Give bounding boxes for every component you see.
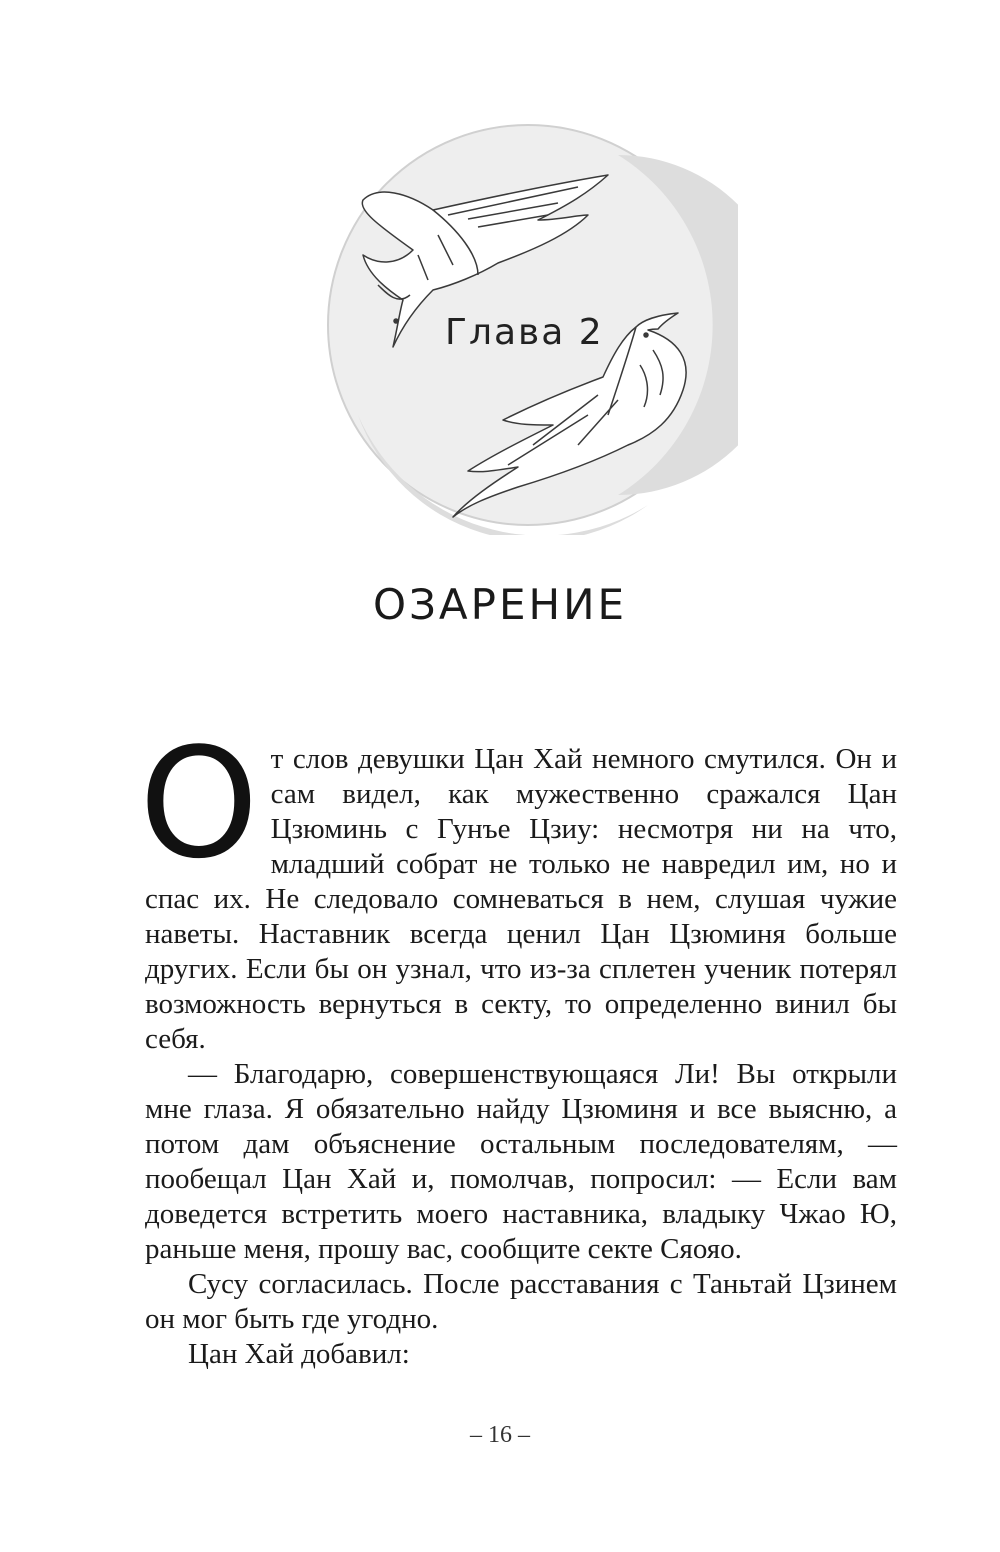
chapter-title: ОЗАРЕНИЕ (372, 580, 628, 629)
paragraph-1 (139, 715, 897, 1057)
page-number: – 16 – (470, 1422, 530, 1448)
chapter-body (139, 715, 897, 1372)
paragraph-text: т слов девушки Цан Хай немного смутился. Он и сам видел, как мужественно сражался Цан Цзюминь с Гунъе Цзиу: несмотря ни на что, младший собрат не только не навредил им, но и спас их. Не следовало сомневаться в нем, слушая чужие наветы. Наставник всегда ценил Цан Цзюминя больше других. Если бы он узнал, что из-за сплетен ученик потерял возможность вернуться в секту, то определенно винил бы себя. (145, 743, 897, 1055)
drop-cap: О (139, 715, 259, 892)
chapter-number: Глава 2 (445, 312, 604, 353)
paragraph-4: Цан Хай добавил: (188, 1338, 410, 1370)
paragraph-3: Сусу согласилась. После расставания с Таньтай Цзинем он мог быть где угодно. (145, 1268, 897, 1335)
paragraph-2: — Благодарю, совершенствующаяся Ли! Вы открыли мне глаза. Я обязательно найду Цзюминя и все выясню, а потом дам объяснение остальным последователям, — пообещал Цан Хай и, помолчав, попросил: — Если вам доведется встретить моего наставника, владыку Чжао Ю, раньше меня, прошу вас, сообщите секте Сяояо. (145, 1058, 897, 1265)
